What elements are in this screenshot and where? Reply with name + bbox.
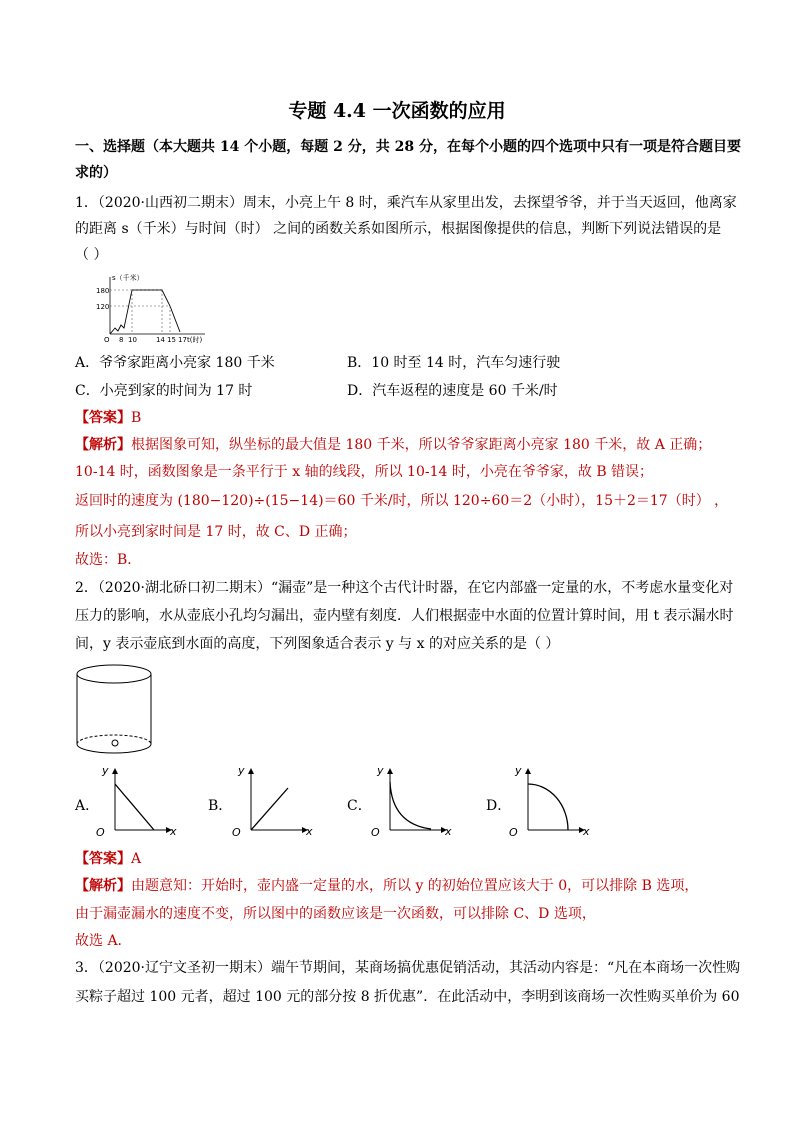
q1-analysis-line2: 10-14 时，函数图象是一条平行于 x 轴的线段，所以 10-14 时，小亮在爷爷家，故 B 错误； — [75, 464, 654, 480]
q2-analysis-line2: 由于漏壶漏水的速度不变，所以图中的函数应该是一次函数，可以排除 C、D 选项， — [75, 906, 596, 922]
q1-xtick-17: 17 — [178, 336, 187, 344]
q1-ytick-180: 180 — [96, 287, 110, 295]
q1-conclusion: 故选：B． — [75, 552, 142, 568]
q1-xtick-15: 15 — [167, 336, 176, 344]
q2-option-b-label: B． — [208, 798, 233, 814]
q1-stem-line1: 1．（2020·山西初二期末）周末，小亮上午 8 时，乘汽车从家里出发，去探望爷爷，并于当天返回，他离家 — [75, 195, 737, 211]
q1-option-a: A．爷爷家距离小亮家 180 千米 — [75, 355, 275, 371]
q2-a-line — [115, 784, 154, 830]
q1-distance-time-graph — [90, 272, 210, 344]
q2-b-xlabel: x — [306, 825, 313, 838]
q2-d-xlabel: x — [583, 825, 590, 838]
q2-d-ylabel: y — [515, 764, 522, 777]
q1-xlabel: t(时) — [187, 336, 203, 344]
q2-d-origin: O — [509, 826, 518, 839]
q2-c-xlabel: x — [445, 825, 452, 838]
q2-c-curve — [390, 782, 431, 829]
section-heading: 一、选择题（本大题共 14 个小题，每题 2 分，共 28 分，在每个小题的四个选项中只有一项是符合题目要 — [75, 139, 741, 155]
q1-answer-tag: 【答案】 — [75, 410, 131, 426]
q1-answer-value: B — [131, 410, 142, 426]
section-heading-cont: 求的） — [75, 165, 117, 181]
q2-option-a-graph — [90, 762, 180, 840]
q2-option-d-graph — [503, 762, 593, 840]
q1-analysis-line4: 所以小亮到家时间是 17 时，故 C、D 正确； — [75, 524, 357, 540]
q2-option-d-label: D． — [486, 798, 512, 814]
q2-analysis-text1: 由题意知：开始时，壶内盛一定量的水，所以 y 的初始位置应该大于 0，可以排除 B 选项， — [131, 878, 699, 894]
q1-analysis-tag: 【解析】 — [75, 437, 131, 453]
q2-analysis-tag: 【解析】 — [75, 878, 131, 894]
water-clock-cylinder-icon — [72, 662, 160, 762]
q2-c-ylabel: y — [377, 764, 384, 777]
q2-option-c-label: C． — [347, 798, 372, 814]
q2-c-origin: O — [371, 826, 380, 839]
q1-xtick-8: 8 — [119, 336, 124, 344]
q1-xtick-14: 14 — [156, 336, 165, 344]
q2-analysis-line1 — [75, 875, 698, 895]
q2-stem-line3: 间，y 表示壶底到水面的高度，下列图象适合表示 y 与 x 的对应关系的是（ ） — [75, 636, 560, 652]
q1-stem-line2: 的距离 s（千米）与时间（时） 之间的函数关系如图所示，根据图像提供的信息，判断下列说法错误的是 — [75, 221, 722, 237]
q1-analysis-text1: 根据图象可知，纵坐标的最大值是 180 千米，所以爷爷家距离小亮家 180 千米，故 A 正确； — [131, 437, 712, 453]
q2-a-xlabel: x — [170, 825, 177, 838]
q1-analysis-line1 — [75, 434, 711, 454]
q1-distance-curve — [110, 290, 180, 334]
q2-d-curve — [528, 784, 568, 830]
q1-answer — [75, 407, 141, 427]
q1-origin: O — [104, 336, 110, 344]
page-title: 专题 4.4 一次函数的应用 — [288, 100, 506, 122]
q2-stem-line2: 压力的影响，水从壶底小孔均匀漏出，壶内壁有刻度．人们根据壶中水面的位置计算时间，用 t 表示漏水时 — [75, 608, 734, 624]
q2-b-origin: O — [232, 826, 241, 839]
q2-option-b-graph — [226, 762, 316, 840]
q1-ytick-120: 120 — [96, 303, 110, 311]
q2-b-line — [251, 788, 288, 830]
q2-option-c-graph — [365, 762, 455, 840]
q2-answer-value: A — [131, 851, 142, 867]
q3-stem-line2: 买粽子超过 100 元者，超过 100 元的部分按 8 折优惠”．在此活动中，李明到该商场一次性购买单价为 60 — [75, 989, 740, 1005]
q2-b-ylabel: y — [238, 764, 245, 777]
q2-option-a-label: A． — [75, 798, 100, 814]
q1-stem-line3: （ ） — [75, 247, 108, 263]
q1-option-c: C．小亮到家的时间为 17 时 — [75, 383, 253, 399]
q1-ylabel: s（千米） — [112, 274, 144, 282]
q1-analysis-line3: 返回时的速度为 (180−120)÷(15−14)＝60 千米/时，所以 120÷60＝2（小时），15＋2＝17（时） ， — [75, 493, 729, 509]
q2-a-origin: O — [96, 826, 105, 839]
q2-answer — [75, 848, 141, 868]
q2-answer-tag: 【答案】 — [75, 851, 131, 867]
q1-option-b: B．10 时至 14 时，汽车匀速行驶 — [347, 355, 561, 371]
q1-option-d: D．汽车返程的速度是 60 千米/时 — [347, 383, 558, 399]
q2-a-ylabel: y — [102, 764, 109, 777]
q2-conclusion: 故选 A． — [75, 933, 132, 949]
q3-stem-line1: 3．（2020·辽宁文圣初一期末）端午节期间，某商场搞优惠促销活动，其活动内容是：“凡在本商场一次性购 — [75, 960, 741, 976]
q2-stem-line1: 2．（2020·湖北硚口初二期末）“漏壶”是一种这个古代计时器，在它内部盛一定量的水，不考虑水量变化对 — [75, 580, 734, 596]
q1-xtick-10: 10 — [128, 336, 137, 344]
